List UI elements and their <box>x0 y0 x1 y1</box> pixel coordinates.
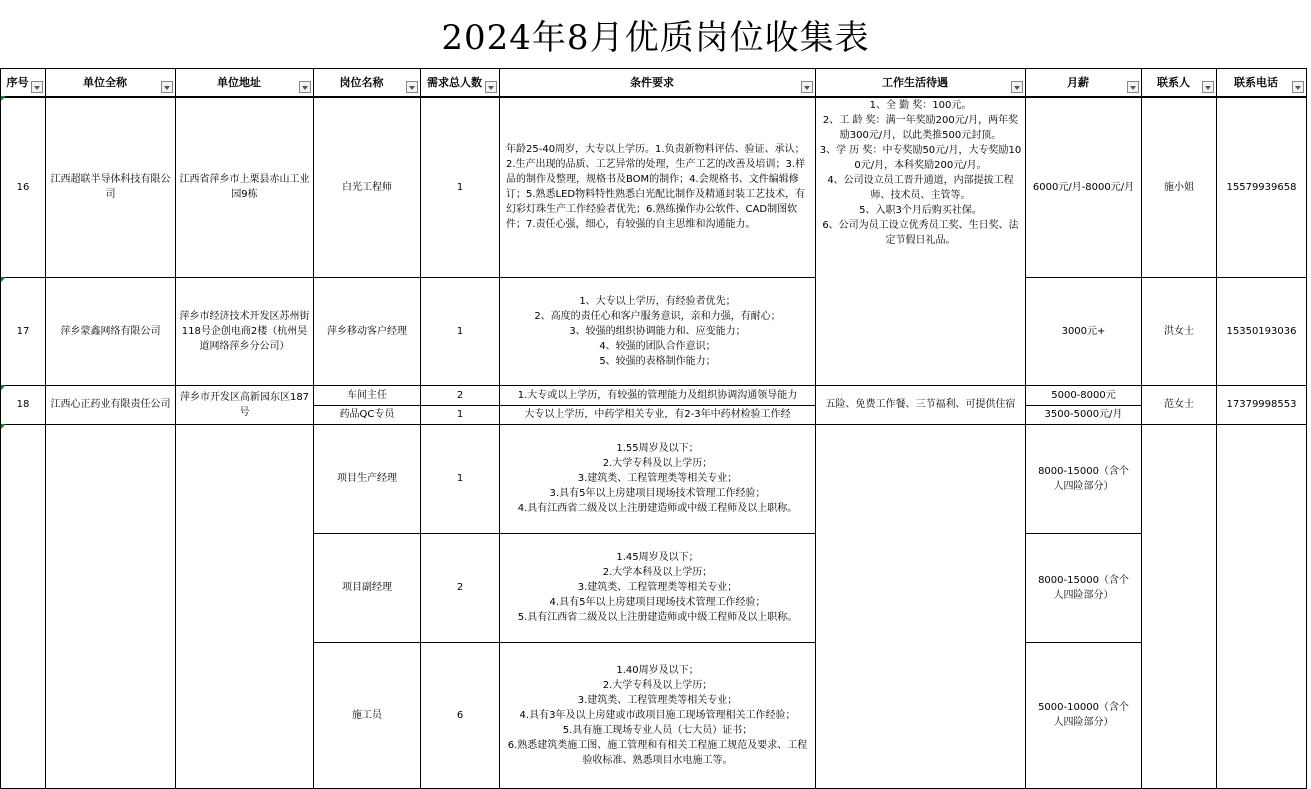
cell-salary[interactable]: 8000-15000（含个人四险部分） <box>1026 424 1142 533</box>
filter-dropdown-icon[interactable] <box>1127 81 1139 93</box>
cell-comment-marker <box>1 96 6 101</box>
cell-requirements[interactable]: 1.40周岁及以下； 2.大学专科及以上学历； 3.建筑类、工程管理类等相关专业； 4.具有3年及以上房建或市政项目施工现场管理相关工作经验； 5.具有施工现场专业人员（七大员）证书； 6.熟悉建筑类施工图、施工管理和有相关工程施工规范及要求、工程验收标准、熟悉项目水电施工等。 <box>500 642 816 788</box>
header-position[interactable]: 岗位名称 <box>314 69 421 98</box>
header-benefits[interactable]: 工作生活待遇 <box>816 69 1026 98</box>
cell-address[interactable] <box>176 424 314 788</box>
cell-position[interactable]: 项目副经理 <box>314 533 421 642</box>
cell-count[interactable]: 1 <box>421 97 500 277</box>
cell-comment-marker <box>1 424 6 429</box>
cell-comment-marker <box>1 277 6 282</box>
cell-requirements[interactable]: 大专以上学历，中药学相关专业，有2-3年中药材检验工作经 <box>500 405 816 424</box>
filter-dropdown-icon[interactable] <box>1292 81 1304 93</box>
cell-address[interactable]: 江西省萍乡市上栗县赤山工业园9栋 <box>176 97 314 277</box>
cell-position[interactable]: 施工员 <box>314 642 421 788</box>
cell-comment-marker <box>1 385 6 390</box>
cell-requirements[interactable]: 1.55周岁及以下； 2.大学专科及以上学历； 3.建筑类、工程管理类等相关专业； 3.具有5年以上房建项目现场技术管理工作经验； 4.具有江西省二级及以上注册建造师或中级工程师及以上职称。 <box>500 424 816 533</box>
cell-phone[interactable]: 15350193036 <box>1217 277 1307 385</box>
header-phone[interactable]: 联系电话 <box>1217 69 1307 98</box>
cell-requirements[interactable]: 年龄25-40周岁，大专以上学历。1.负责新物料评估、验证、承认；2.生产出现的品质、工艺异常的处理，生产工艺的改善及培训；3.样品的制作及整理，规格书及BOM的制作；4.会规格书、文件编辑修订；5.熟悉LED物料特性熟悉白光配比制作及精通封装工艺技术，有幻彩灯珠生产工作经验者优先；6.熟练操作办公软件、CAD制图软件；7.责任心强，细心，有较强的自主思维和沟通能力。 <box>500 97 816 277</box>
cell-salary[interactable]: 8000-15000（含个人四险部分） <box>1026 533 1142 642</box>
cell-position[interactable]: 药品QC专员 <box>314 405 421 424</box>
cell-salary[interactable]: 6000元/月-8000元/月 <box>1026 97 1142 277</box>
job-table <box>0 68 1307 789</box>
cell-no[interactable]: 18 <box>1 385 46 424</box>
filter-dropdown-icon[interactable] <box>31 81 43 93</box>
cell-phone[interactable]: 15579939658 <box>1217 97 1307 277</box>
sheet-title: 2024年8月优质岗位收集表 <box>441 17 870 58</box>
cell-position[interactable]: 萍乡移动客户经理 <box>314 277 421 385</box>
filter-dropdown-icon[interactable] <box>801 81 813 93</box>
table-row <box>1 277 1307 385</box>
cell-count[interactable]: 1 <box>421 405 500 424</box>
filter-dropdown-icon[interactable] <box>161 81 173 93</box>
cell-contact[interactable] <box>1142 424 1217 788</box>
header-count[interactable]: 需求总人数 <box>421 69 500 98</box>
cell-benefits[interactable]: 1、全 勤 奖：100元。 2、工 龄 奖：满一年奖励200元/月，两年奖励300元/月，以此类推500元封顶。 3、学 历 奖：中专奖励50元/月，大专奖励100元/月，本科奖励200元/月。 4、公司设立员工晋升通道，内部提拔工程师、技术员、主管等。 5、入职3个月后购买社保。 6、公司为员工设立优秀员工奖、生日奖、法定节假日礼品。 <box>816 97 1026 385</box>
cell-position[interactable]: 白光工程师 <box>314 97 421 277</box>
cell-address[interactable]: 萍乡市开发区高新园东区187号 <box>176 385 314 424</box>
cell-contact[interactable]: 范女士 <box>1142 385 1217 424</box>
header-requirements[interactable]: 条件要求 <box>500 69 816 98</box>
cell-requirements[interactable]: 1.大专或以上学历，有较强的管理能力及组织协调沟通领导能力 <box>500 385 816 405</box>
cell-position[interactable]: 项目生产经理 <box>314 424 421 533</box>
cell-benefits[interactable]: 五险、免费工作餐、三节福利、可提供住宿 <box>816 385 1026 424</box>
filter-dropdown-icon[interactable] <box>1202 81 1214 93</box>
filter-dropdown-icon[interactable] <box>1011 81 1023 93</box>
cell-count[interactable]: 2 <box>421 533 500 642</box>
header-row <box>1 69 1307 98</box>
cell-salary[interactable]: 5000-10000（含个人四险部分） <box>1026 642 1142 788</box>
filter-dropdown-icon[interactable] <box>299 81 311 93</box>
filter-dropdown-icon[interactable] <box>485 81 497 93</box>
cell-company[interactable] <box>46 424 176 788</box>
cell-no[interactable]: 16 <box>1 97 46 277</box>
header-no[interactable]: 序号 <box>1 69 46 98</box>
cell-company[interactable]: 江西心正药业有限责任公司 <box>46 385 176 424</box>
header-contact[interactable]: 联系人 <box>1142 69 1217 98</box>
cell-count[interactable]: 1 <box>421 424 500 533</box>
header-address[interactable]: 单位地址 <box>176 69 314 98</box>
table-row <box>1 385 1307 405</box>
cell-contact[interactable]: 施小姐 <box>1142 97 1217 277</box>
header-company[interactable]: 单位全称 <box>46 69 176 98</box>
cell-salary[interactable]: 3500-5000元/月 <box>1026 405 1142 424</box>
cell-phone[interactable] <box>1217 424 1307 788</box>
cell-salary[interactable]: 5000-8000元 <box>1026 385 1142 405</box>
cell-position[interactable]: 车间主任 <box>314 385 421 405</box>
cell-requirements[interactable]: 1.45周岁及以下； 2.大学本科及以上学历； 3.建筑类、工程管理类等相关专业； 4.具有5年以上房建项目现场技术管理工作经验； 5.具有江西省二级及以上注册建造师或中级工程师及以上职称。 <box>500 533 816 642</box>
cell-benefits[interactable] <box>816 424 1026 788</box>
cell-count[interactable]: 1 <box>421 277 500 385</box>
cell-count[interactable]: 6 <box>421 642 500 788</box>
cell-count[interactable]: 2 <box>421 385 500 405</box>
cell-no[interactable] <box>1 424 46 788</box>
cell-phone[interactable]: 17379998553 <box>1217 385 1307 424</box>
cell-requirements[interactable]: 1、大专以上学历，有经验者优先； 2、高度的责任心和客户服务意识，亲和力强，有耐心； 3、较强的组织协调能力和、应变能力； 4、较强的团队合作意识； 5、较强的表格制作能力； <box>500 277 816 385</box>
cell-company[interactable]: 萍乡蒙鑫网络有限公司 <box>46 277 176 385</box>
cell-company[interactable]: 江西超联半导体科技有限公司 <box>46 97 176 277</box>
cell-salary[interactable]: 3000元+ <box>1026 277 1142 385</box>
filter-dropdown-icon[interactable] <box>406 81 418 93</box>
cell-address[interactable]: 萍乡市经济技术开发区苏州街118号企创电商2楼（杭州昊道网络萍乡分公司） <box>176 277 314 385</box>
table-row <box>1 97 1307 277</box>
table-row <box>1 424 1307 533</box>
cell-no[interactable]: 17 <box>1 277 46 385</box>
header-salary[interactable]: 月薪 <box>1026 69 1142 98</box>
cell-contact[interactable]: 洪女士 <box>1142 277 1217 385</box>
